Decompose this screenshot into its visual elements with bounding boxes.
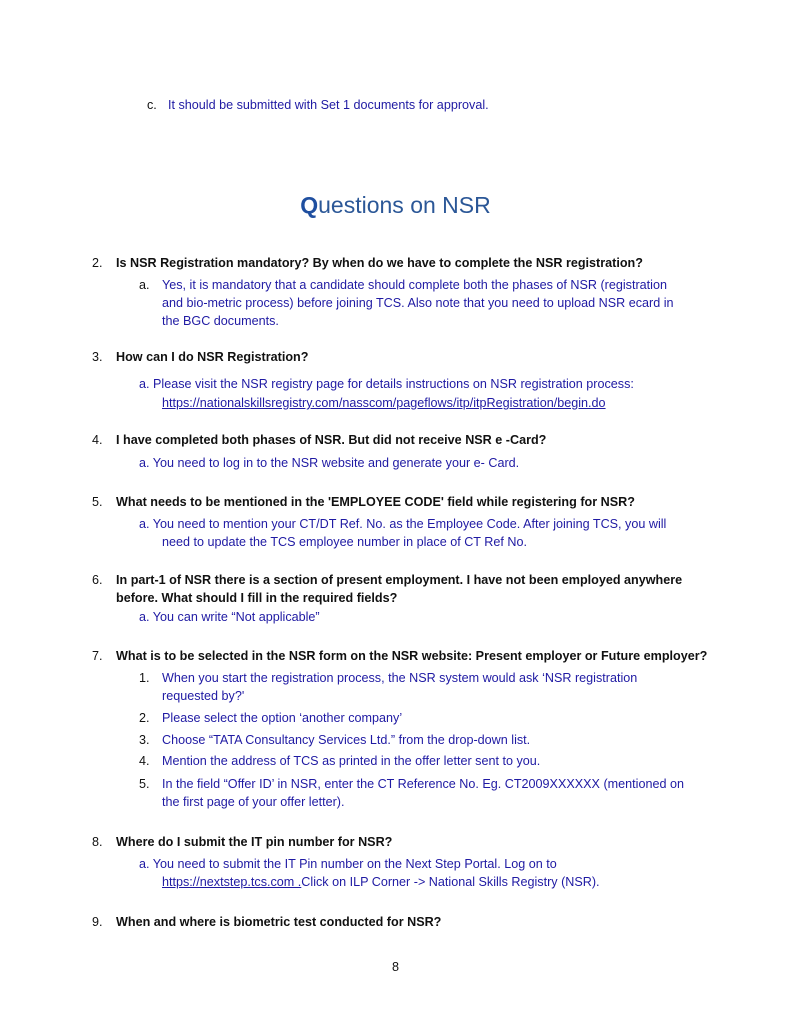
answer-marker: a.: [139, 278, 150, 292]
list-marker: c.: [147, 98, 157, 112]
question-text: What needs to be mentioned in the 'EMPLOYEE CODE' field while registering for NSR?: [116, 495, 635, 509]
step-line: Please select the option ‘another company’: [162, 711, 403, 725]
question-text: In part-1 of NSR there is a section of present employment. I have not been employed anywhere: [116, 573, 683, 587]
page-number: 8: [391, 960, 399, 974]
section-heading: Questions on NSR: [300, 192, 491, 218]
question-text: Is NSR Registration mandatory? By when do we have to complete the NSR registration?: [116, 256, 643, 270]
question-text: How can I do NSR Registration?: [116, 350, 309, 364]
step-line: the first page of your offer letter).: [162, 795, 345, 809]
nsr-registration-link[interactable]: https://nationalskillsregistry.com/nasscom/pageflows/itp/itpRegistration/begin.do: [162, 396, 606, 410]
step-line: In the field “Offer ID’ in NSR, enter the CT Reference No. Eg. CT2009XXXXXX (mentioned on: [162, 777, 684, 791]
step-line: Choose “TATA Consultancy Services Ltd.” from the drop-down list.: [162, 733, 531, 747]
question-text: When and where is biometric test conducted for NSR?: [116, 915, 442, 929]
nextstep-portal-link[interactable]: https://nextstep.tcs.com .: [162, 875, 302, 889]
answer-line: https://nextstep.tcs.com .Click on ILP Corner -> National Skills Registry (NSR).: [162, 875, 600, 889]
question-number: 8.: [92, 835, 103, 849]
question-text: Where do I submit the IT pin number for NSR?: [116, 835, 393, 849]
answer-line: a. You can write “Not applicable”: [139, 610, 320, 624]
step-marker: 4.: [139, 754, 150, 768]
step-marker: 1.: [139, 671, 150, 685]
answer-line: a. Please visit the NSR registry page for details instructions on NSR registration process:: [139, 377, 634, 391]
step-marker: 2.: [139, 711, 150, 725]
question-number: 4.: [92, 433, 103, 447]
question-text: What is to be selected in the NSR form on the NSR website: Present employer or Future employer?: [116, 649, 708, 663]
step-line: When you start the registration process, the NSR system would ask ‘NSR registration: [162, 671, 638, 685]
answer-line: Yes, it is mandatory that a candidate should complete both the phases of NSR (registration: [162, 278, 667, 292]
step-marker: 3.: [139, 733, 150, 747]
step-marker: 5.: [139, 777, 150, 791]
question-number: 3.: [92, 350, 103, 364]
list-item-text: It should be submitted with Set 1 documents for approval.: [168, 98, 489, 112]
step-line: Mention the address of TCS as printed in the offer letter sent to you.: [162, 754, 541, 768]
question-number: 7.: [92, 649, 103, 663]
answer-line: and bio-metric process) before joining TCS. Also note that you need to upload NSR ecard in: [162, 296, 674, 310]
answer-line: the BGC documents.: [162, 314, 279, 328]
answer-line: need to update the TCS employee number in place of CT Ref No.: [162, 535, 527, 549]
question-number: 5.: [92, 495, 103, 509]
answer-line: a. You need to log in to the NSR website and generate your e- Card.: [139, 456, 520, 470]
step-line: requested by?': [162, 689, 245, 703]
answer-line: a. You need to submit the IT Pin number on the Next Step Portal. Log on to: [139, 857, 557, 871]
question-text: before. What should I fill in the required fields?: [116, 591, 398, 605]
answer-line: a. You need to mention your CT/DT Ref. No. as the Employee Code. After joining TCS, you will: [139, 517, 667, 531]
question-number: 9.: [92, 915, 103, 929]
question-number: 6.: [92, 573, 103, 587]
question-text: I have completed both phases of NSR. But did not receive NSR e -Card?: [116, 433, 547, 447]
question-number: 2.: [92, 256, 103, 270]
